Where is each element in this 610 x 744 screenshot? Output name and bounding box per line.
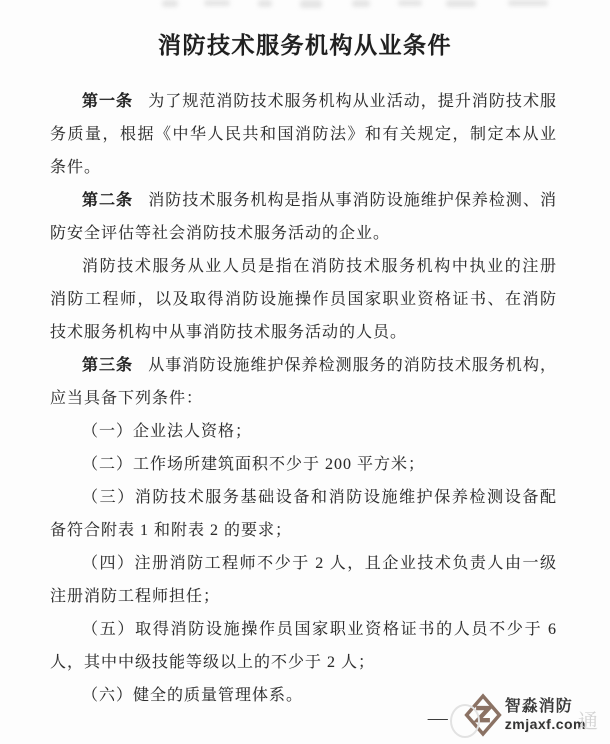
paragraph-text: （三）消防技术服务基础设备和消防设施维护保养检测设备配备符合附表 1 和附表 2 的要求； <box>50 489 557 539</box>
list-item-4 <box>50 547 557 613</box>
clause-number: 第三条 <box>82 357 134 374</box>
watermark-dash: — <box>427 706 448 729</box>
list-item-5 <box>50 613 557 679</box>
brand-name: 智淼消防 <box>504 698 573 715</box>
document-title: 消防技术服务机构从业条件 <box>158 33 452 58</box>
paragraph-text: （五）取得消防设施操作员国家职业资格证书的人员不少于 6 人，其中中级技能等级以上的不少于 2 人； <box>50 621 557 671</box>
paragraph-text: （四）注册消防工程师不少于 2 人，且企业技术负责人由一级注册消防工程师担任； <box>50 555 557 605</box>
paragraph-text: 消防技术服务机构是指从事消防设施维护保养检测、消防安全评估等社会消防技术服务活动的企业。 <box>50 192 557 242</box>
paragraph-text: （一）企业法人资格； <box>82 423 253 440</box>
paragraph-text: 为了规范消防技术服务机构从业活动，提升消防技术服务质量，根据《中华人民共和国消防法》和有关规定，制定本从业条件。 <box>50 93 557 176</box>
paragraph-article-2 <box>50 184 557 250</box>
paragraph-article-1 <box>50 85 557 184</box>
list-item-3 <box>50 481 557 547</box>
brand-domain: zmjaxf.com <box>504 716 586 732</box>
watermark-text-block <box>505 698 586 732</box>
clause-number: 第一条 <box>82 93 134 110</box>
paragraph-text: （二）工作场所建筑面积不少于 200 平方米； <box>82 456 426 473</box>
clause-number: 第二条 <box>82 192 134 209</box>
paragraph-text: 从事消防设施维护保养检测服务的消防技术服务机构，应当具备下列条件： <box>50 357 557 407</box>
document-body <box>0 85 610 712</box>
paragraph-text: 消防技术服务从业人员是指在消防技术服务机构中执业的注册消防工程师，以及取得消防设施操作员国家职业资格证书、在消防技术服务机构中从事消防技术服务活动的人员。 <box>50 258 557 341</box>
paragraph-article-2-cont <box>50 250 557 349</box>
scan-smudges <box>0 0 610 12</box>
list-item-2 <box>50 448 557 481</box>
paragraph-text: （六）健全的质量管理体系。 <box>82 687 304 704</box>
list-item-1 <box>50 415 557 448</box>
site-watermark <box>428 692 598 738</box>
watermark-ghost-character: 通 <box>578 710 598 733</box>
watermark-ghost-stamp <box>450 704 480 738</box>
paragraph-article-3 <box>50 349 557 415</box>
